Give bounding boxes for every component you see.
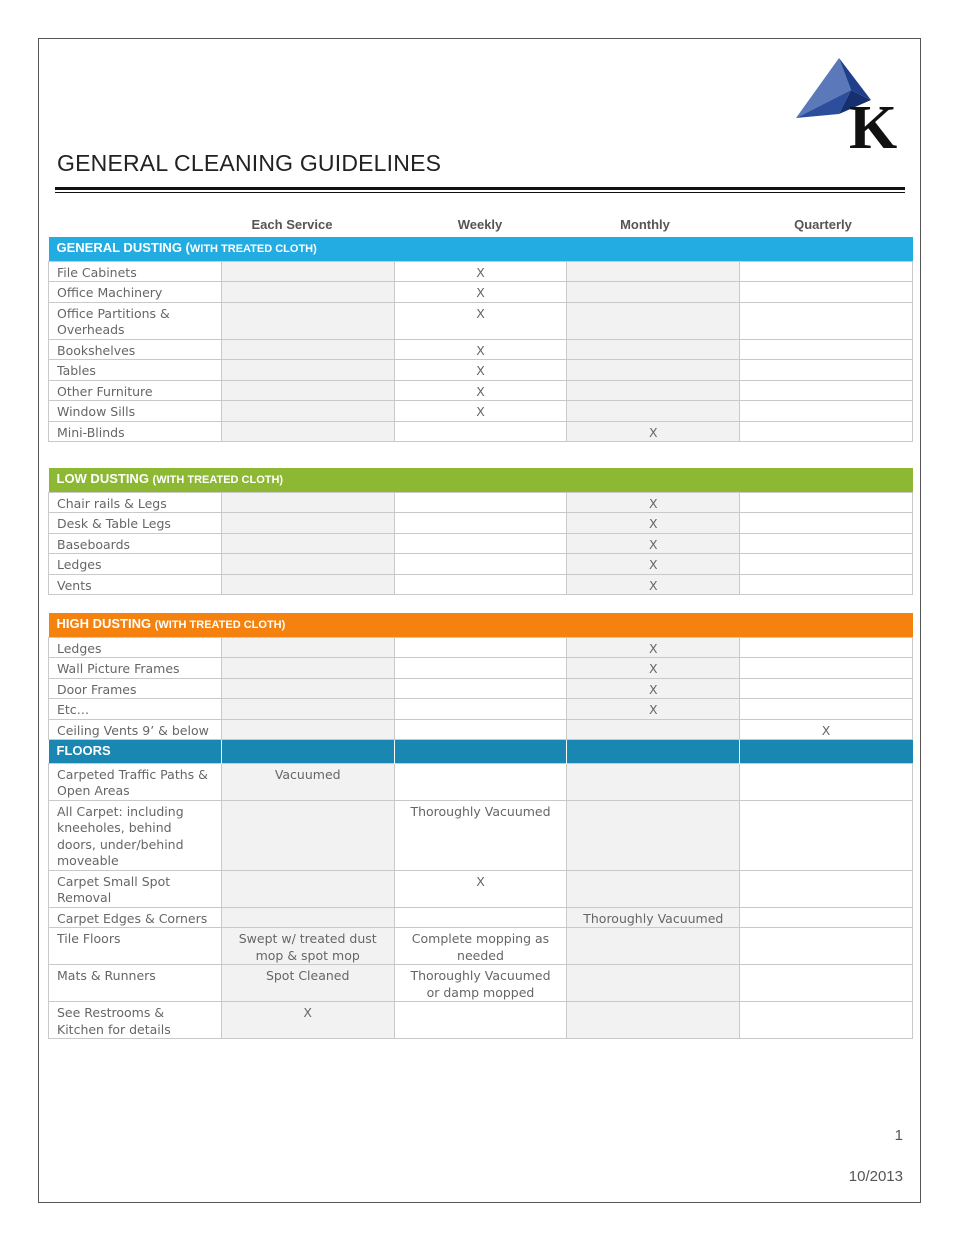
frequency-cell xyxy=(221,800,394,870)
frequency-cell: X xyxy=(567,699,740,720)
frequency-cell xyxy=(394,1002,567,1039)
frequency-cell xyxy=(394,719,567,740)
table-row xyxy=(49,421,913,442)
table-row xyxy=(49,907,913,928)
frequency-cell: X xyxy=(567,554,740,575)
row-label: Bookshelves xyxy=(49,339,222,360)
table-row xyxy=(49,637,913,658)
table-row xyxy=(49,360,913,381)
section-subtitle: WITH TREATED CLOTH) xyxy=(189,243,317,255)
row-label: Carpet Edges & Corners xyxy=(49,907,222,928)
row-label: Etc… xyxy=(49,699,222,720)
frequency-cell xyxy=(567,302,740,339)
page-date: 10/2013 xyxy=(848,1168,903,1185)
frequency-cell xyxy=(567,339,740,360)
frequency-cell: Vacuumed xyxy=(221,763,394,800)
frequency-cell xyxy=(567,965,740,1002)
page-number: 1 xyxy=(894,1127,903,1144)
frequency-cell xyxy=(221,699,394,720)
row-label: Ledges xyxy=(49,637,222,658)
company-logo xyxy=(793,56,905,152)
low-dusting-rows xyxy=(49,492,913,595)
table-row xyxy=(49,380,913,401)
frequency-cell xyxy=(394,574,567,595)
frequency-cell xyxy=(221,554,394,575)
frequency-cell: Spot Cleaned xyxy=(221,965,394,1002)
frequency-cell: X xyxy=(394,339,567,360)
frequency-cell xyxy=(221,421,394,442)
section-header-floors xyxy=(49,740,913,764)
table-row xyxy=(49,800,913,870)
table-row xyxy=(49,928,913,965)
frequency-cell: X xyxy=(567,678,740,699)
table-row xyxy=(49,282,913,303)
frequency-cell xyxy=(221,302,394,339)
frequency-cell xyxy=(740,574,913,595)
frequency-cell: X xyxy=(394,360,567,381)
table-row xyxy=(49,658,913,679)
frequency-cell xyxy=(567,282,740,303)
frequency-cell xyxy=(221,492,394,513)
frequency-cell xyxy=(740,699,913,720)
frequency-cell xyxy=(740,907,913,928)
table-row xyxy=(49,719,913,740)
frequency-cell xyxy=(740,533,913,554)
frequency-cell xyxy=(567,928,740,965)
frequency-cell: Thoroughly Vacuumed xyxy=(394,800,567,870)
table-row xyxy=(49,513,913,534)
frequency-cell xyxy=(394,421,567,442)
general-dusting-rows xyxy=(49,261,913,442)
frequency-cell xyxy=(740,800,913,870)
frequency-cell xyxy=(567,380,740,401)
row-label: Window Sills xyxy=(49,401,222,422)
frequency-cell xyxy=(740,380,913,401)
frequency-cell: X xyxy=(567,574,740,595)
frequency-cell: X xyxy=(394,261,567,282)
frequency-cell xyxy=(394,907,567,928)
table-row xyxy=(49,401,913,422)
floors-rows xyxy=(49,763,913,1039)
frequency-cell xyxy=(394,533,567,554)
frequency-cell: X xyxy=(567,513,740,534)
frequency-cell xyxy=(221,380,394,401)
frequency-cell xyxy=(221,261,394,282)
frequency-cell xyxy=(740,360,913,381)
row-label: Desk & Table Legs xyxy=(49,513,222,534)
frequency-cell xyxy=(221,360,394,381)
frequency-cell: Swept w/ treated dust mop & spot mop xyxy=(221,928,394,965)
frequency-cell xyxy=(740,928,913,965)
section-header-general-dusting xyxy=(49,237,913,261)
frequency-cell xyxy=(567,870,740,907)
table-row xyxy=(49,763,913,800)
row-label: File Cabinets xyxy=(49,261,222,282)
frequency-cell xyxy=(221,574,394,595)
row-label: See Restrooms & Kitchen for details xyxy=(49,1002,222,1039)
row-label: Office Partitions & Overheads xyxy=(49,302,222,339)
frequency-cell xyxy=(740,637,913,658)
frequency-cell xyxy=(221,637,394,658)
frequency-cell xyxy=(740,282,913,303)
row-label: Baseboards xyxy=(49,533,222,554)
frequency-cell xyxy=(221,719,394,740)
section-title: FLOORS xyxy=(49,740,222,764)
frequency-cell xyxy=(567,763,740,800)
frequency-cell: X xyxy=(394,380,567,401)
frequency-cell xyxy=(221,339,394,360)
frequency-cell: Thoroughly Vacuumed or damp mopped xyxy=(394,965,567,1002)
frequency-cell xyxy=(567,800,740,870)
frequency-cell xyxy=(221,658,394,679)
col-header-weekly: Weekly xyxy=(457,217,503,232)
frequency-cell xyxy=(221,907,394,928)
table-row xyxy=(49,678,913,699)
frequency-cell xyxy=(567,719,740,740)
frequency-cell xyxy=(567,360,740,381)
frequency-cell: X xyxy=(394,401,567,422)
row-label: Vents xyxy=(49,574,222,595)
section-subtitle: (WITH TREATED CLOTH) xyxy=(152,474,284,486)
frequency-cell xyxy=(221,678,394,699)
frequency-cell xyxy=(740,401,913,422)
frequency-cell xyxy=(221,401,394,422)
frequency-cell xyxy=(740,492,913,513)
frequency-cell: Thoroughly Vacuumed xyxy=(567,907,740,928)
low-dusting-table xyxy=(48,468,913,595)
table-row xyxy=(49,1002,913,1039)
section-title: HIGH DUSTING xyxy=(56,616,155,631)
table-row xyxy=(49,554,913,575)
title-rule-thin xyxy=(55,192,905,193)
col-header-monthly: Monthly xyxy=(620,217,670,232)
frequency-cell xyxy=(394,658,567,679)
section-header-high-dusting xyxy=(49,613,913,637)
frequency-cell xyxy=(221,282,394,303)
row-label: Other Furniture xyxy=(49,380,222,401)
page-title: GENERAL CLEANING GUIDELINES xyxy=(57,150,442,176)
row-label: Chair rails & Legs xyxy=(49,492,222,513)
frequency-cell: X xyxy=(567,492,740,513)
frequency-cell xyxy=(394,492,567,513)
frequency-cell xyxy=(394,554,567,575)
frequency-cell xyxy=(740,302,913,339)
frequency-cell xyxy=(394,699,567,720)
high-dusting-rows xyxy=(49,637,913,740)
row-label: Mats & Runners xyxy=(49,965,222,1002)
row-label: Carpet Small Spot Removal xyxy=(49,870,222,907)
table-row xyxy=(49,574,913,595)
section-header-low-dusting xyxy=(49,468,913,492)
table-row xyxy=(49,870,913,907)
row-label: Tile Floors xyxy=(49,928,222,965)
frequency-cell xyxy=(221,870,394,907)
row-label: Tables xyxy=(49,360,222,381)
frequency-cell: X xyxy=(567,637,740,658)
frequency-cell xyxy=(740,339,913,360)
frequency-cell xyxy=(394,513,567,534)
frequency-cell xyxy=(740,554,913,575)
frequency-cell xyxy=(740,678,913,699)
frequency-cell: X xyxy=(394,302,567,339)
col-header-each-service: Each Service xyxy=(251,217,333,232)
frequency-cell: Complete mopping as needed xyxy=(394,928,567,965)
row-label: Ceiling Vents 9’ & below xyxy=(49,719,222,740)
frequency-cell xyxy=(740,1002,913,1039)
table-row xyxy=(49,492,913,513)
frequency-cell xyxy=(740,658,913,679)
frequency-cell: X xyxy=(221,1002,394,1039)
section-title: LOW DUSTING xyxy=(56,471,153,486)
row-label: Carpeted Traffic Paths & Open Areas xyxy=(49,763,222,800)
frequency-cell xyxy=(394,678,567,699)
frequency-cell: X xyxy=(394,282,567,303)
frequency-cell xyxy=(740,965,913,1002)
row-label: Mini-Blinds xyxy=(49,421,222,442)
frequency-cell xyxy=(394,763,567,800)
frequency-cell xyxy=(567,261,740,282)
row-label: Door Frames xyxy=(49,678,222,699)
frequency-cell xyxy=(740,261,913,282)
frequency-cell: X xyxy=(567,658,740,679)
high-dusting-floors-table xyxy=(48,613,913,1039)
table-row xyxy=(49,339,913,360)
frequency-cell xyxy=(567,401,740,422)
frequency-cell xyxy=(567,1002,740,1039)
frequency-cell: X xyxy=(740,719,913,740)
logo-letter: K xyxy=(849,94,898,152)
row-label: Wall Picture Frames xyxy=(49,658,222,679)
frequency-cell: X xyxy=(567,533,740,554)
frequency-cell xyxy=(221,533,394,554)
frequency-cell: X xyxy=(394,870,567,907)
table-row xyxy=(49,699,913,720)
table-row xyxy=(49,965,913,1002)
general-dusting-table xyxy=(48,237,913,442)
frequency-cell xyxy=(394,637,567,658)
frequency-cell xyxy=(740,421,913,442)
frequency-cell xyxy=(740,513,913,534)
frequency-cell: X xyxy=(567,421,740,442)
table-row xyxy=(49,261,913,282)
row-label: Office Machinery xyxy=(49,282,222,303)
col-header-quarterly: Quarterly xyxy=(794,217,852,232)
title-rule-thick xyxy=(55,187,905,190)
frequency-cell xyxy=(221,513,394,534)
section-title: GENERAL DUSTING ( xyxy=(56,240,190,255)
table-row xyxy=(49,302,913,339)
frequency-cell xyxy=(740,870,913,907)
row-label: All Carpet: including kneeholes, behind doors, under/behind moveable xyxy=(49,800,222,870)
section-subtitle: (WITH TREATED CLOTH) xyxy=(154,619,286,631)
row-label: Ledges xyxy=(49,554,222,575)
frequency-cell xyxy=(740,763,913,800)
table-row xyxy=(49,533,913,554)
column-headers xyxy=(48,217,913,235)
